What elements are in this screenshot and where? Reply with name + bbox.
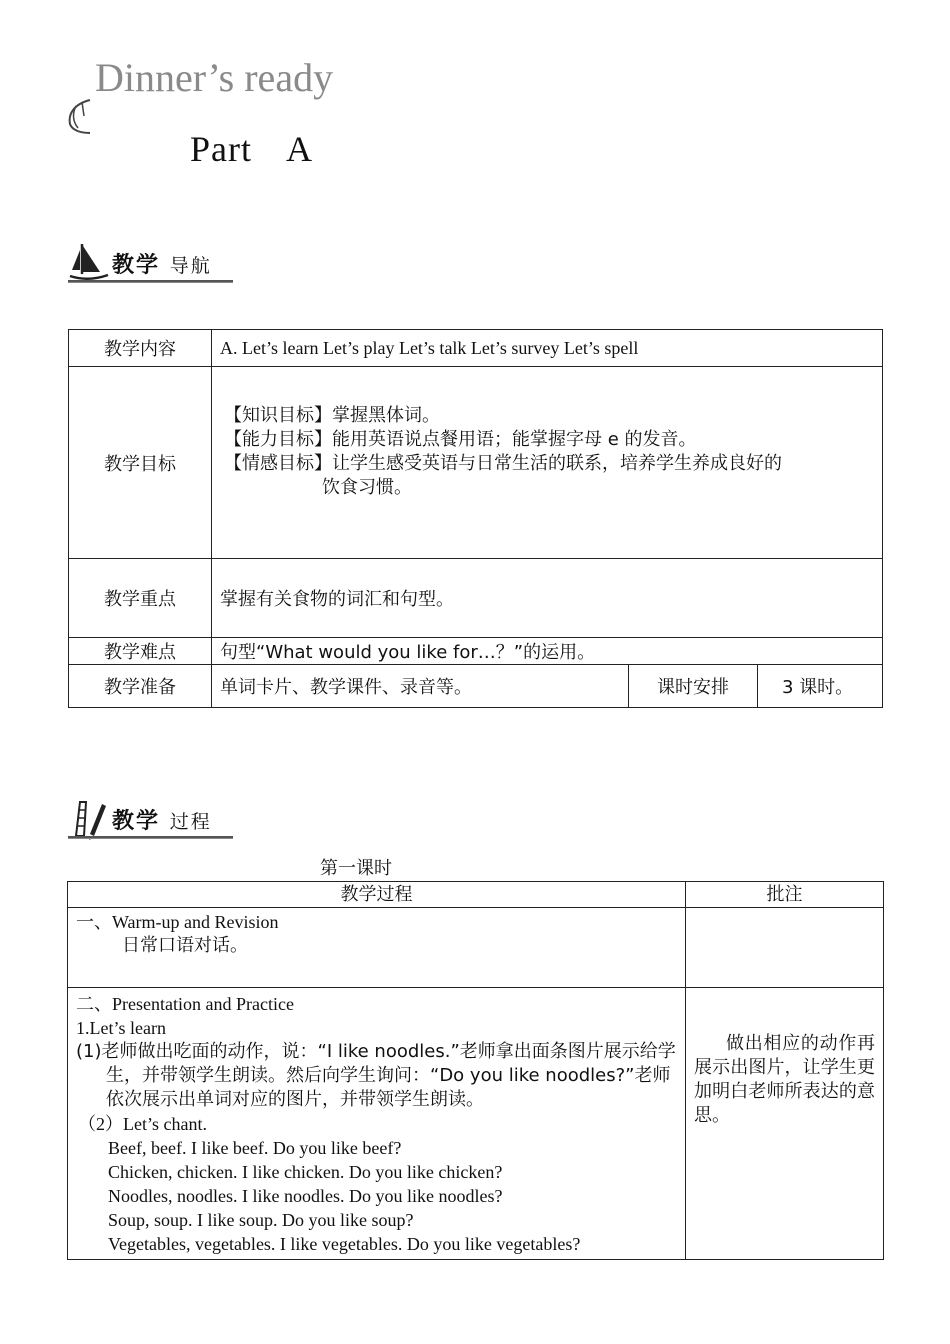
schedule-label: 课时安排 [629,665,758,708]
lesson-title: 第一课时 [320,858,392,879]
chant-line: Vegetables, vegetables. I like vegetables. Do you like vegetables? [108,1234,581,1254]
section-title-main: 教学 [112,253,161,278]
table-row [69,638,883,665]
process-column-header: 教学过程 [68,882,686,908]
corner-bracket-icon [66,96,96,136]
presentation-cell [68,988,686,1260]
warmup-cell [68,908,686,988]
section-underline [68,836,233,839]
table-row [69,367,883,559]
overview-table [68,329,883,708]
presentation-step-1: (1)老师做出吃面的动作，说：“I like noodles.”老师拿出面条图片展示给学生，并带领学生朗读。然后向学生询问：“Do you like noodles?”老师依次展示出单词对应的图片，并带领学生朗读。 [76,1041,676,1110]
schedule-value: 3 课时。 [758,665,883,708]
presentation-subheading: 1.Let’s learn [76,1018,166,1038]
presentation-heading: 二、Presentation and Practice [76,994,294,1014]
part-letter: A [286,129,313,169]
table-row [68,908,884,988]
section-underline [68,280,233,283]
prep-value: 单词卡片、教学课件、录音等。 [212,665,629,708]
table-row [69,330,883,367]
key-value: 掌握有关食物的词汇和句型。 [212,559,883,638]
content-label: 教学内容 [69,330,212,367]
chant-line: Soup, soup. I like soup. Do you like soup? [108,1210,414,1230]
goals-cell [212,367,883,559]
section-title-main: 教学 [112,809,161,834]
chant-line: Chicken, chicken. I like chicken. Do you like chicken? [108,1162,503,1182]
chant-line: Beef, beef. I like beef. Do you like beef? [108,1138,402,1158]
chant-line: Noodles, noodles. I like noodles. Do you like noodles? [108,1186,503,1206]
difficulty-value: 句型“What would you like for…？”的运用。 [212,638,883,665]
part-label: Part [190,129,252,169]
presentation-step-2: （2）Let’s chant. [78,1114,207,1134]
table-row [69,665,883,708]
process-table [67,881,884,1260]
prep-label: 教学准备 [69,665,212,708]
warmup-heading: 一、Warm-up and Revision [76,912,279,932]
part-subtitle [190,128,313,170]
content-value: A. Let’s learn Let’s play Let’s talk Let’s survey Let’s spell [212,330,883,367]
presentation-note: 做出相应的动作再展示出图片，让学生更加明白老师所表达的意思。 [694,1033,875,1126]
goal-knowledge: 【知识目标】掌握黑体词。 [224,404,440,426]
section-title-sub: 过程 [169,811,212,833]
warmup-text: 日常口语对话。 [122,935,248,956]
table-row [69,559,883,638]
table-header-row [68,882,884,908]
presentation-note-cell [686,988,884,1260]
goal-emotion-cont: 饮食习惯。 [322,476,412,498]
section-heading-nav [68,240,233,290]
goals-label: 教学目标 [69,367,212,559]
goal-emotion: 【情感目标】让学生感受英语与日常生活的联系，培养学生养成良好的 [224,452,782,474]
key-label: 教学重点 [69,559,212,638]
warmup-note [686,908,884,988]
page-title: Dinner’s ready [95,55,334,100]
difficulty-label: 教学难点 [69,638,212,665]
section-title-sub: 导航 [169,255,212,277]
goal-ability: 【能力目标】能用英语说点餐用语；能掌握字母 e 的发音。 [224,428,697,450]
table-row [68,988,884,1260]
section-heading-process [68,796,233,846]
note-column-header: 批注 [686,882,884,908]
